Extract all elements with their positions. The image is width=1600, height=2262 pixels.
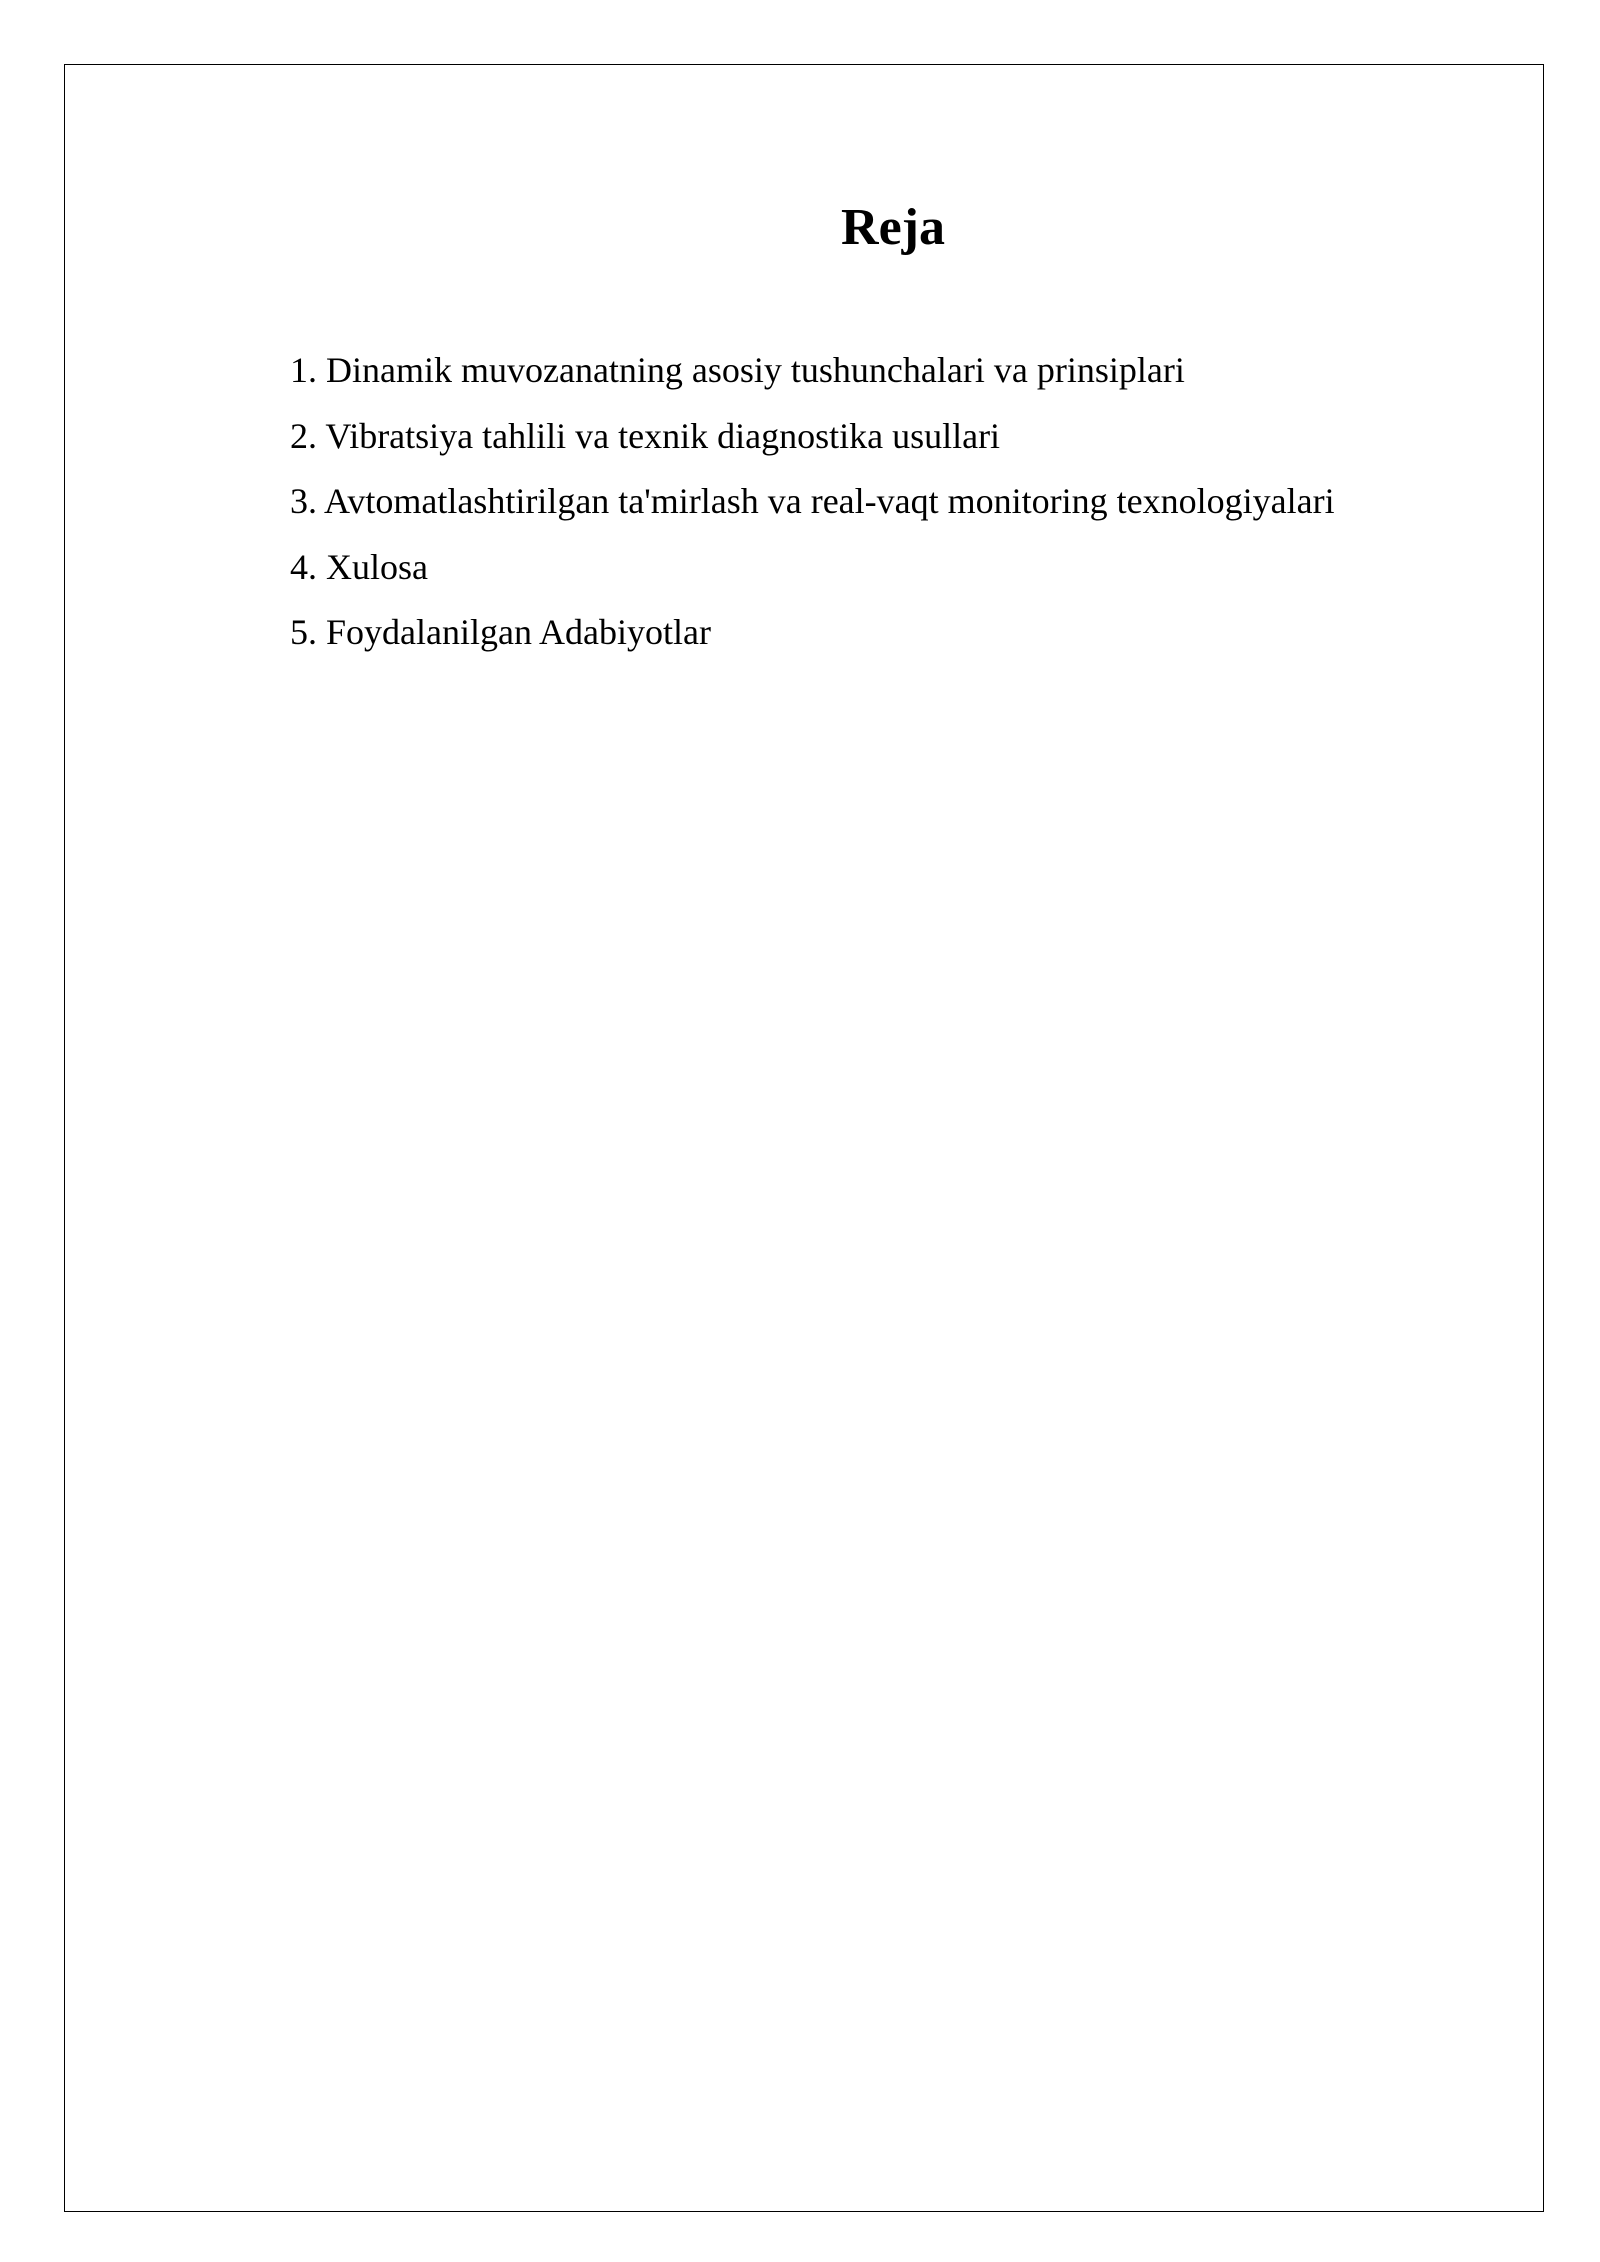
- toc-item-number: 2.: [290, 415, 317, 456]
- toc-item-label: Xulosa: [326, 546, 428, 587]
- toc-item-label: Avtomatlashtirilgan ta'mirlash va real-vaqt monitoring texnologiyalari: [324, 481, 1335, 521]
- page-title: Reja: [841, 199, 945, 256]
- toc-item-1: [290, 338, 1335, 404]
- toc-item-label: Vibratsiya tahlili va texnik diagnostika usullari: [325, 415, 1001, 456]
- toc-item-number: 5.: [290, 612, 317, 652]
- toc-item-5: [290, 600, 1335, 666]
- toc-item-number: 1.: [290, 350, 317, 390]
- table-of-contents: [290, 338, 1335, 666]
- toc-item-number: 3.: [290, 481, 317, 521]
- toc-item-4: [290, 535, 1335, 601]
- toc-item-label: Foydalanilgan Adabiyotlar: [326, 612, 711, 652]
- toc-item-label: Dinamik muvozanatning asosiy tushunchalari va prinsiplari: [326, 350, 1185, 390]
- toc-item-number: 4.: [290, 546, 317, 587]
- toc-item-2: [290, 404, 1335, 470]
- toc-item-3: [290, 469, 1335, 535]
